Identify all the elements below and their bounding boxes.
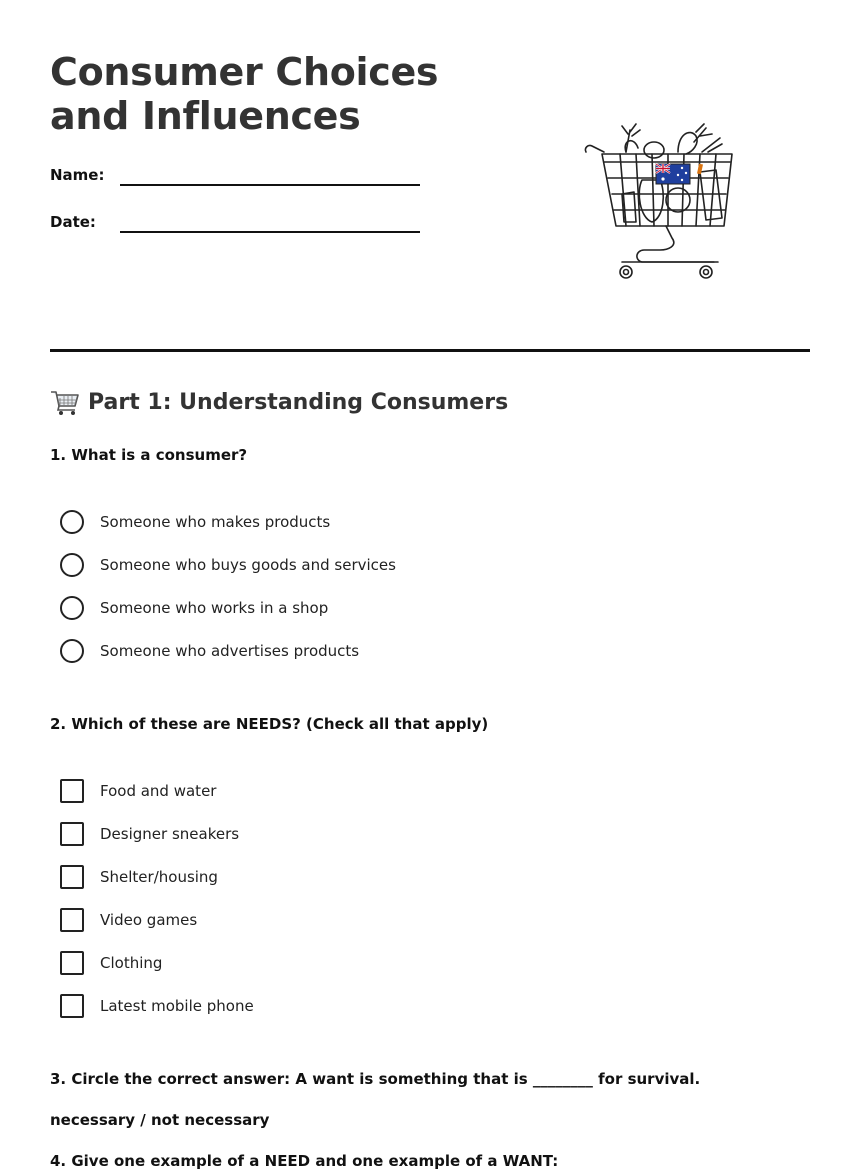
option-label: Someone who makes products <box>100 513 331 531</box>
option-label: Latest mobile phone <box>100 997 254 1015</box>
q1-option[interactable] <box>60 639 359 663</box>
worksheet-page <box>50 0 810 1170</box>
checkbox[interactable] <box>60 951 84 975</box>
option-label: Food and water <box>100 782 217 800</box>
radio-button[interactable] <box>60 596 84 620</box>
q1-option[interactable] <box>60 596 328 620</box>
radio-button[interactable] <box>60 553 84 577</box>
name-label: Name: <box>50 166 105 184</box>
checkbox[interactable] <box>60 779 84 803</box>
checkbox[interactable] <box>60 994 84 1018</box>
q2-option[interactable] <box>60 908 197 932</box>
q2-option[interactable] <box>60 865 218 889</box>
part1-title: Part 1: Understanding Consumers <box>88 389 509 415</box>
q2-option[interactable] <box>60 779 216 803</box>
option-label: Designer sneakers <box>100 825 240 843</box>
option-label: Someone who advertises products <box>100 642 360 660</box>
option-label: Video games <box>100 911 198 929</box>
name-line[interactable] <box>120 184 420 186</box>
q1-option[interactable] <box>60 553 396 577</box>
q1-option[interactable] <box>60 510 330 534</box>
shopping-cart-illustration <box>582 122 742 284</box>
checkbox[interactable] <box>60 822 84 846</box>
q2-option[interactable] <box>60 994 254 1018</box>
question-3: 3. Circle the correct answer: A want is something that is ________ for survival. <box>50 1070 701 1088</box>
question-1: 1. What is a consumer? <box>50 446 248 464</box>
question-4: 4. Give one example of a NEED and one example of a WANT: <box>50 1152 559 1170</box>
q2-option[interactable] <box>60 822 239 846</box>
date-line[interactable] <box>120 231 420 233</box>
date-label: Date: <box>50 213 96 231</box>
q2-option[interactable] <box>60 951 162 975</box>
section-divider <box>50 349 810 352</box>
radio-button[interactable] <box>60 510 84 534</box>
checkbox[interactable] <box>60 908 84 932</box>
page-title: Consumer Choices and Influences <box>50 50 439 138</box>
option-label: Someone who buys goods and services <box>100 556 396 574</box>
option-label: Someone who works in a shop <box>100 599 329 617</box>
part1-heading <box>50 388 508 416</box>
option-label: Clothing <box>100 954 163 972</box>
option-label: Shelter/housing <box>100 868 218 886</box>
radio-button[interactable] <box>60 639 84 663</box>
checkbox[interactable] <box>60 865 84 889</box>
shopping-cart-icon <box>50 388 80 416</box>
question-2: 2. Which of these are NEEDS? (Check all that apply) <box>50 715 489 733</box>
question-3-answer-choices[interactable]: necessary / not necessary <box>50 1111 270 1129</box>
